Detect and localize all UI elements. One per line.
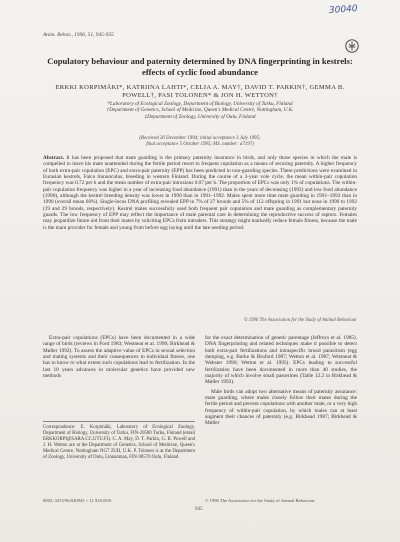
abstract-body: It has been proposed that mate guarding is the primary paternity insurance in birds, and only those species in which the male is compelled to leave his mate unattended during the fertile period resort to frequent copulation as a means of securing paternity. A higher frequency of both extra-pair copulation (EPC) and extra-pair paternity (EPP) has been predicted in non-guarding species. These predictions were examined in Eurasian kestrels, Falco tinnunculus, breeding in western Finland. During the course of a 3-year vole cycle, the mean within-pair copulation frequency was 0.72 per h and the mean number of extra-pair intrusions 0.07 per h. The proportion of EPCs was only 1% of copulations. The within-pair copulation frequency was higher in a year of increasing food abundance (1991) than in the years of decreasing (1992) and low food abundance (1990), although the kestrel breeding density was lower in 1990 than in 1991–1992. Males spent more time mate guarding in 1991–1992 than in 1990 (overall mean 60%). Single-locus DNA profiling revealed EPP in 7% of 27 broods and 5% of 112 offspring in 1991 but none in 1990 to 1992 (19 and 29 broods, respectively). Kestrel males successfully used both frequent pair copulation and mate guarding as complementary paternity guards. The low frequency of EPP may reflect the importance of male parental care in determining the reproductive success of raptors. Females may jeopardize future aid from their mates by soliciting EPCs from intruders. This strategy might markedly reduce female fitness, because the male is the main provider for female and young from before egg laying until the late nestling period. [43, 155, 358, 231]
abstract-copyright: © 1996 The Association for the Study of Animal Behaviour [243, 318, 357, 323]
page-number: 945 [195, 507, 203, 512]
received-line-2: final acceptance 5 October 1995; MS. number: a7197) [146, 142, 254, 147]
affiliation-oulu: ‡Department of Zoology, University of Oulu, Finland [144, 113, 256, 120]
received-dates [40, 136, 360, 148]
abstract-heading: Abstract. [43, 155, 65, 161]
left-column [43, 335, 195, 382]
right-paragraph-2: Male birds can adopt two alternative means of paternity assurance: mate guarding, where males closely follow their mates during the fertile period and prevent copulations with another male, or a very high frequency of within-pair copulation, by which males can at least augment their chances of paternity (e.g. Birkhead 1987; Birkhead & Møller [205, 388, 357, 427]
intro-paragraph: Extra-pair copulations (EPCs) have been documented in a wide range of birds (reviews in Ford 1983; Westneat et al. 1990; Birkhead & Møller 1992). To assess the adaptive value of EPCs in sexual selection and mating systems and their consequences to individual fitness, one has to know to what extent such copulations lead to fertilization. In the last 10 years advances in molecular genetics have provided new methods [43, 335, 195, 380]
article-title: Copulatory behaviour and paternity determined by DNA fingerprinting in kestrels: effects of cyclic food abundance [47, 56, 353, 77]
publisher-logo-icon [345, 39, 359, 53]
received-line-1: (Received 26 December 1994; initial acceptance 3 July 1995; [139, 136, 261, 141]
journal-citation: Anim. Behav., 1996, 51, 945-955 [43, 32, 114, 38]
affiliation-turku: *Laboratory of Ecological Zoology, Department of Biology, University of Turku, Finland [107, 101, 293, 107]
right-paragraph-1: for the exact determination of genetic parentage (Jeffreys et al. 1985). DNA fingerprinting and related techniques make it possible to detect both extra-pair fertilizations and intraspecific brood parasitism (egg dumping, e.g. Burke & Bruford 1987; Wetton et al. 1987; Westneat & Webster 1990; Wetton et al. 1995). EPCs leading to successful fertilization have been documented in more than 40 studies, the majority of which involve small passerines (Table 12.2 in Birkhead & Møller 1992). [205, 335, 357, 386]
affiliations [40, 101, 360, 120]
handwritten-annotation: 30040 [328, 4, 358, 16]
correspondence-note: Correspondence: E. Korpimäki, Laboratory of Ecological Zoology, Department of Biology, University of Turku, FIN-20500 Turku, Finland (email ERKKORPI@SARA.CC.UTU.FI). C. A. May, D. T. Parkin, G. B. Powell and J. H. Wetton are at the Department of Genetics, School of Medicine, Queen's Medical Centre, Nottingham NG7 2UH, U.K. P. Tolonen is at the Department of Zoology, University of Oulu, Linnanmaa, FIN-90570 Oulu, Finland. [43, 421, 195, 460]
abstract [43, 155, 357, 231]
right-column [205, 335, 357, 430]
issn-code: 0003–3472/96/040945 + 11 $18.00/0 [43, 498, 112, 503]
footer-copyright: © 1996 The Association for the Study of Animal Behaviour [205, 498, 315, 503]
author-list: ERKKI KORPIMÄKI*, KATRIINA LAHTI*, CELIA A. MAY†, DAVID T. PARKIN†, GEMMA B. POWELL†, PASI TOLONEN* & JON H. WETTON† [55, 84, 345, 100]
affiliation-nottingham: †Department of Genetics, School of Medicine, Queen's Medical Centre, Nottingham, U.K. [106, 107, 294, 114]
